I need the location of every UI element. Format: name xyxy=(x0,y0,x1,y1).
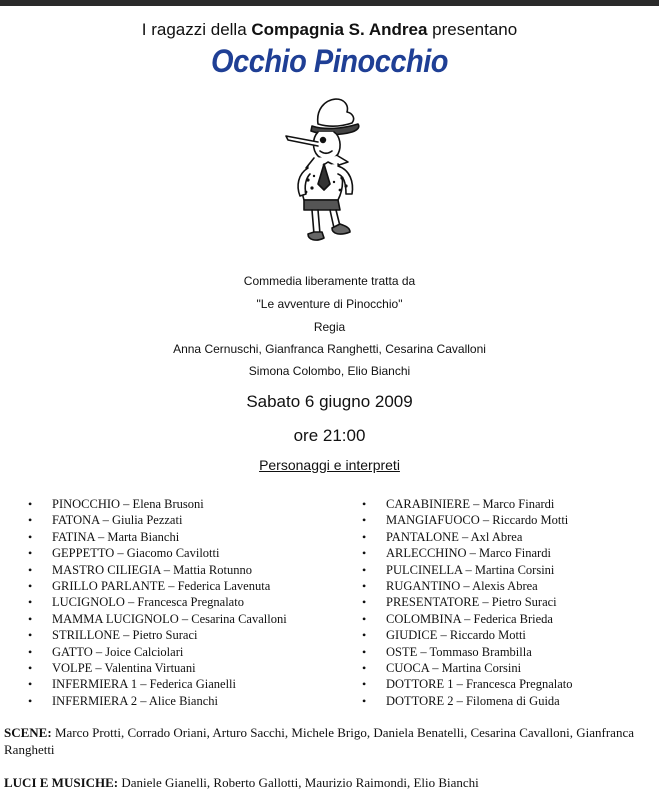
cast-item: • COLOMBINA – Federica Brieda xyxy=(362,611,573,627)
cast-item: • OSTE – Tommaso Brambilla xyxy=(362,644,573,660)
crew-lights-music xyxy=(4,774,654,791)
cast-item: • GEPPETTO – Giacomo Cavilotti xyxy=(28,545,287,561)
cast-item: • LUCIGNOLO – Francesca Pregnalato xyxy=(28,594,287,610)
cast-item: • DOTTORE 2 – Filomena di Guida xyxy=(362,693,573,709)
cast-item: • FATONA – Giulia Pezzati xyxy=(28,512,287,528)
credit-source-title: "Le avventure di Pinocchio" xyxy=(256,297,403,311)
cast-item: • PANTALONE – Axl Abrea xyxy=(362,529,573,545)
cast-item: • PRESENTATORE – Pietro Suraci xyxy=(362,594,573,610)
pinocchio-illustration xyxy=(278,96,373,251)
cast-item: • INFERMIERA 1 – Federica Gianelli xyxy=(28,676,287,692)
cast-item: • MASTRO CILIEGIA – Mattia Rotunno xyxy=(28,562,287,578)
cast-item: • INFERMIERA 2 – Alice Bianchi xyxy=(28,693,287,709)
cast-item: • MANGIAFUOCO – Riccardo Motti xyxy=(362,512,573,528)
presenter-line xyxy=(0,20,659,40)
cast-item: • GRILLO PARLANTE – Federica Lavenuta xyxy=(28,578,287,594)
cast-item: • PULCINELLA – Martina Corsini xyxy=(362,562,573,578)
cast-item: • CUOCA – Martina Corsini xyxy=(362,660,573,676)
cast-list-right xyxy=(362,496,573,709)
cast-item: • DOTTORE 1 – Francesca Pregnalato xyxy=(362,676,573,692)
scene-label: SCENE: xyxy=(4,725,52,740)
cast-item: • STRILLONE – Pietro Suraci xyxy=(28,627,287,643)
credit-directors-2: Simona Colombo, Elio Bianchi xyxy=(248,364,411,378)
cast-heading xyxy=(0,457,659,473)
presenter-suffix: presentano xyxy=(432,20,518,39)
cast-item: • ARLECCHINO – Marco Finardi xyxy=(362,545,573,561)
top-border xyxy=(0,0,659,10)
cast-item: • FATINA – Marta Bianchi xyxy=(28,529,287,545)
cast-item: • GIUDICE – Riccardo Motti xyxy=(362,627,573,643)
presenter-prefix: I ragazzi della xyxy=(141,20,247,39)
event-time: ore 21:00 xyxy=(293,426,366,445)
cast-list-left xyxy=(28,496,287,709)
credit-directors-1: Anna Cernuschi, Gianfranca Ranghetti, Cesarina Cavalloni xyxy=(173,342,486,356)
cast-item: • MAMMA LUCIGNOLO – Cesarina Cavalloni xyxy=(28,611,287,627)
cast-item: • RUGANTINO – Alexis Abrea xyxy=(362,578,573,594)
lights-label: LUCI E MUSICHE: xyxy=(4,775,119,790)
credit-source-intro: Commedia liberamente tratta da xyxy=(243,274,416,288)
cast-item: • VOLPE – Valentina Virtuani xyxy=(28,660,287,676)
cast-heading-text: Personaggi e interpreti xyxy=(259,457,400,473)
cast-item: • PINOCCHIO – Elena Brusoni xyxy=(28,496,287,512)
scene-names: Marco Protti, Corrado Oriani, Arturo Sacchi, Michele Brigo, Daniela Benatelli, Cesarina Cavalloni, Gianfranca Ranghetti xyxy=(4,725,634,757)
show-title: Occhio Pinocchio xyxy=(211,44,448,80)
cast-item: • GATTO – Joice Calciolari xyxy=(28,644,287,660)
cast-item: • CARABINIERE – Marco Finardi xyxy=(362,496,573,512)
credit-direction-label: Regia xyxy=(313,320,346,334)
event-date: Sabato 6 giugno 2009 xyxy=(246,392,413,411)
lights-names: Daniele Gianelli, Roberto Gallotti, Maurizio Raimondi, Elio Bianchi xyxy=(121,775,479,790)
company-name: Compagnia S. Andrea xyxy=(251,20,428,39)
crew-scenery xyxy=(4,724,654,758)
